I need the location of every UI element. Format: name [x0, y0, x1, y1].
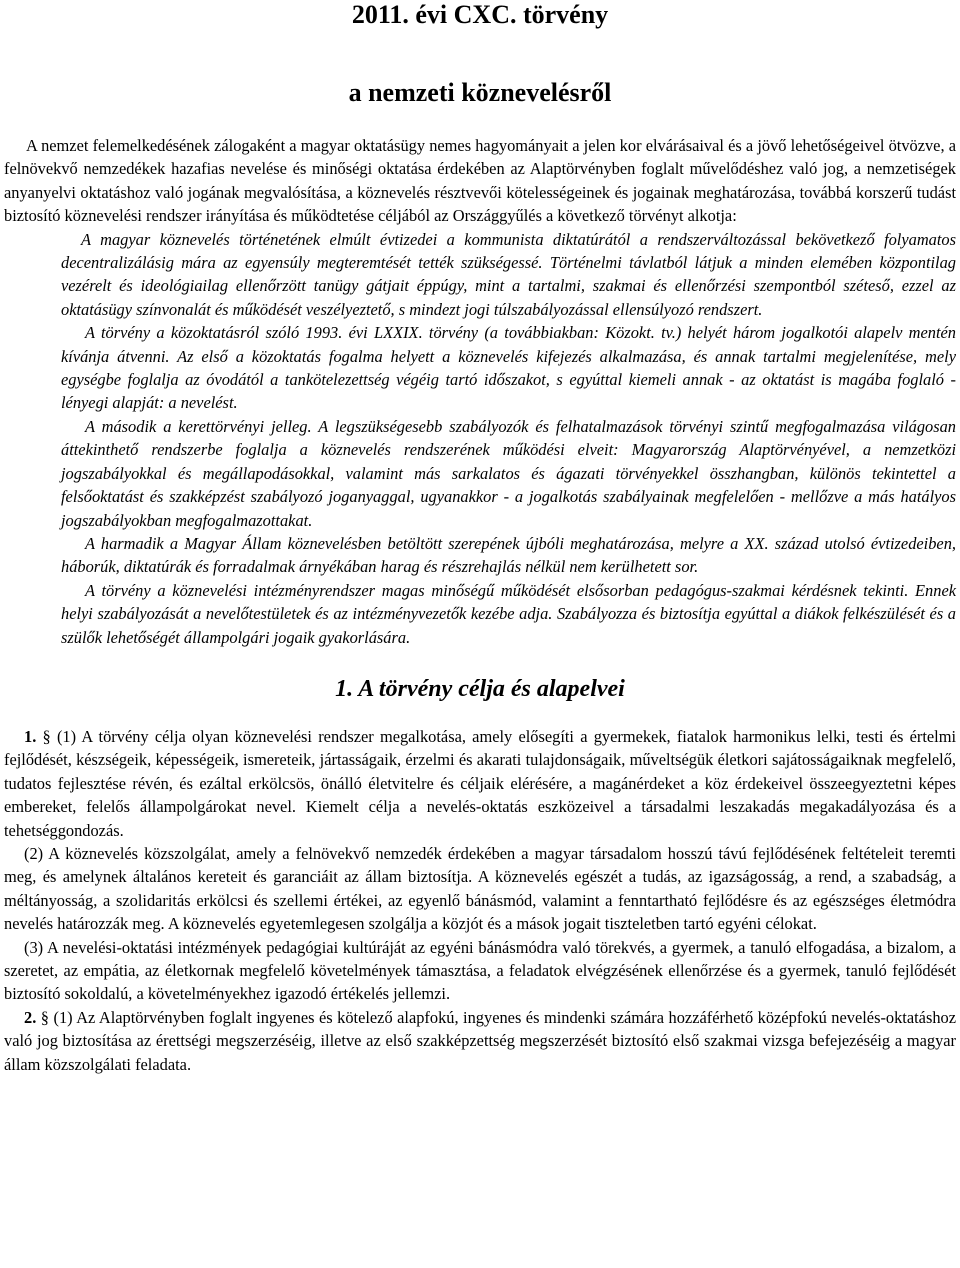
intro-paragraph: A magyar köznevelés történetének elmúlt évtizedei a kommunista diktatúrától a rendszerváltozással bekövetkező folyamatos decentralizálásig mára az egyensúly megteremtését tették szükségessé. Történelmi távlatból látjuk a minden elemében központilag vezérelt és ideológiailag ellenőrzött tanügy gátjait éppúgy, mint a tartalmi, szakmai és ellenőrzési szempontból széteső, ezzel az oktatásügy színvonalát és működését veszélyeztető, s mindezt jogi túlszabályozással ellensúlyozó rendszert. — [61, 229, 956, 319]
section-text: (1) A törvény célja olyan köznevelési rendszer megalkotása, amely elősegíti a gyermekek, fiatalok harmonikus lelki, testi és értelmi fejlődését, készségeik, képességeik, ismereteik, jártasságaik, érzelmi és akarati tulajdonságaik, műveltségük életkori sajátosságaiknak megfelelő, tudatos fejlesztése révén, és ezáltal erkölcsös, önálló életvitelre és céljaik elérésére, a magánérdeket a köz érdekeivel összeegyeztetni képes embereket, felelős állampolgárokat nevel. Kiemelt célja a nevelés-oktatás eszközeivel a társadalmi leszakadás megakadályozása és a tehetséggondozás. — [4, 726, 957, 840]
section-2-paragraph-1 — [4, 1006, 956, 1076]
chapter-heading: 1. A törvény célja és alapelvei — [335, 675, 625, 702]
section-1-paragraph-2: (2) A köznevelés közszolgálat, amely a felnövekvő nemzedék érdekében a magyar társadalom hosszú távú fejlődésének feltételeit teremti meg, és amelynek általános kereteit és garanciáit az állam biztosítja. A köznevelés egészét a tudás, az igazságosság, a rend, a szabadság, a méltányosság, a szolidaritás erkölcsi és szellemi értékei, az egyenlő bánásmód, valamint a fenntartható fejlődésre és az egészséges életmódra nevelés határozzák meg. A köznevelés egyetemlegesen szolgálja a közjót és a mások jogait tiszteletben tartó egyéni célokat. — [4, 843, 956, 934]
section-sign: § — [42, 726, 51, 746]
section-text: (1) Az Alaptörvényben foglalt ingyenes és kötelező alapfokú, ingyenes és mindenki számára hozzáférhető középfokú nevelés-oktatáshoz való jog biztosítása az érettségi megszerzéséig, illetve az első szakképzettség megszerzését biztosító első szakmai vizsga befejezéséig a magyar állam közszolgálati feladata. — [4, 1007, 956, 1074]
law-subtitle: a nemzeti köznevelésről — [348, 78, 612, 107]
intro-paragraph: A törvény a közoktatásról szóló 1993. évi LXXIX. törvény (a továbbiakban: Közokt. tv.) helyét három jogalkotói alapelv mentén kívánja átvenni. Az első a közoktatás fogalma helyett a köznevelés kifejezés alkalmazása, és annak tartalmi megjelenítése, mely egységbe foglalja az óvodától a tankötelezettség végéig tartó időszakot, s egyúttal kiemeli annak - az oktatást is magába foglaló - lényegi alapját: a nevelést. — [61, 323, 956, 413]
intro-paragraph: A második a kerettörvényi jelleg. A legszükségesebb szabályozók és felhatalmazások törvényi szintű megfogalmazása világosan áttekinthető rendszerbe foglalja a köznevelés rendszerének működési elveit: Magyarország Alaptörvényével, a nemzetközi jogszabályokkal és megállapodásokkal, valamint más sarkalatos és ágazati törvényekkel összhangban, különös tekintettel a felsőoktatást és szakképzést szabályozó joganyaggal, ugyanakkor - a jogalkotás szabályainak megfelelően - mellőzve a más hatályos jogszabályokban megfogalmazottakat. — [61, 416, 956, 530]
section-1-paragraph-3: (3) A nevelési-oktatási intézmények pedagógiai kultúráját az egyéni bánásmódra való törekvés, a gyermek, a tanuló elfogadása, a bizalom, a szeretet, az empátia, az életkornak megfelelő követelmények támasztása, a feladatok elvégzésének ellenőrzése és a gyermek, tanuló fejlődését biztosító sokoldalú, a követelményekhez igazodó értékelés jellemzi. — [4, 937, 956, 1004]
section-1-paragraph-1 — [4, 725, 956, 842]
section-sign: § — [40, 1007, 49, 1027]
law-title: 2011. évi CXC. törvény — [351, 0, 609, 29]
section-number: 2. — [24, 1007, 37, 1027]
section-2 — [4, 1006, 956, 1076]
intro-paragraph: A törvény a köznevelési intézményrendszer magas minőségű működését elsősorban pedagógus-szakmai kérdésnek tekinti. Ennek helyi szabályozását a nevelőtestületek és az intézményvezetők kezébe adja. Szabályozza és biztosítja egyúttal a diákok felkészülését és a szülők lehetőségét állampolgári jogaik gyakorlására. — [61, 580, 956, 647]
intro-paragraph: A harmadik a Magyar Állam köznevelésben betöltött szerepének újbóli meghatározása, melyre a XX. század utolsó évtizedeiben, háborúk, diktatúrák és forradalmak árnyékában harag és részrehajlás nélkül nem kerülhetett sor. — [61, 533, 956, 577]
intro-block — [4, 228, 956, 649]
section-number: 1. — [24, 726, 37, 746]
section-1 — [4, 725, 956, 1006]
preamble: A nemzet felemelkedésének zálogaként a magyar oktatásügy nemes hagyományait a jelen kor elvárásaival és a jövő lehetőségeivel ötvözve, a felnövekvő nemzedékek hazafias nevelése és minőségi oktatása érdekében az Alaptörvényben foglalt művelődéshez való jog, a nemzetiségek anyanyelvi oktatáshoz való jogának megvalósítása, a köznevelés résztvevői kötelességeinek és jogainak meghatározása, továbbá korszerű tudást biztosító köznevelési rendszer irányítása és működtetése céljából az Országgyűlés a következő törvényt alkotja: — [4, 136, 956, 226]
